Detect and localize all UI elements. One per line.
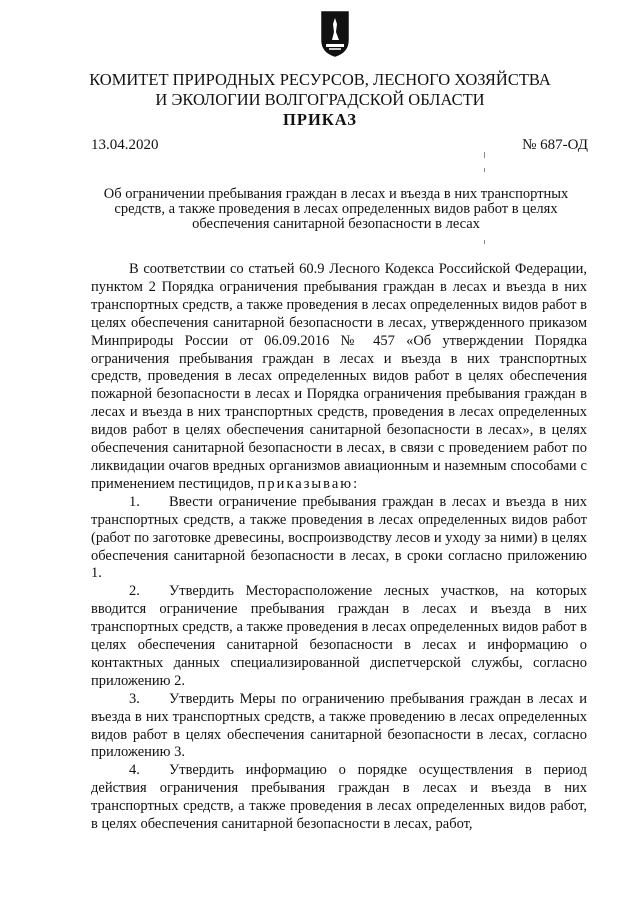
document-number: № 687-ОД xyxy=(522,137,588,153)
document-date: 13.04.2020 xyxy=(91,137,159,153)
organization-name-line1: КОМИТЕТ ПРИРОДНЫХ РЕСУРСОВ, ЛЕСНОГО ХОЗЯЙСТВА xyxy=(89,70,551,89)
item-number: 3. xyxy=(129,690,140,707)
item-number: 2. xyxy=(129,583,140,600)
item-number: 1. xyxy=(129,493,140,510)
scan-artifact xyxy=(484,168,485,172)
preamble-tail: : xyxy=(353,475,358,492)
preamble-paragraph xyxy=(91,261,587,494)
item-text: Утвердить Месторасположение лесных участков, на которых вводится ограничение пребывания граждан в лесах и въезда в них транспортных средств, а также проведения в лесах определенных видов работ в целях обеспечения санитарной безопасности в лесах и информацию о контактных данных специализированной диспетчерской службы, согласно приложению 2. xyxy=(91,583,587,689)
scan-artifact xyxy=(484,240,485,244)
item-text: Утвердить Меры по ограничению пребывания граждан в лесах и въезда в них транспортных средств, а также проведению в лесах определенных видов работ в целях обеспечения санитарной безопасности в лесах, согласно приложению 3. xyxy=(91,690,587,761)
organization-name-line2: И ЭКОЛОГИИ ВОЛГОГРАДСКОЙ ОБЛАСТИ xyxy=(155,90,485,109)
order-item xyxy=(91,762,587,834)
document-subject xyxy=(92,187,580,232)
preamble-text: В соответствии со статьей 60.9 Лесного Кодекса Российской Федерации, пунктом 2 Порядка ограничения пребывания граждан в лесах и въезда в них транспортных средств, а также проведения в лесах определенных видов работ в целях обеспечения санитарной безопасности в лесах, утвержденного приказом Минприроды России от 06.09.2016 № 457 «Об утверждении Порядка ограничения пребывания граждан в лесах и въезда в них транспортных средств, проведения в лесах определенных видов работ в целях обеспечения пожарной безопасности в лесах и Порядка ограничения пребывания граждан в лесах и въезда в них транспортных средств, проведения в лесах определенных видов работ в целях обеспечения санитарной безопасности в лесах», в целях обеспечения санитарной безопасности в лесах, в связи с проведением работ по ликвидации очагов вредных организмов авиационным и наземным способами с применением пестицидов, xyxy=(91,261,587,492)
subject-line: обеспечения санитарной безопасности в лесах xyxy=(192,216,480,232)
document-type: ПРИКАЗ xyxy=(283,110,357,129)
order-word: приказываю xyxy=(257,475,354,492)
item-text: Ввести ограничение пребывания граждан в лесах и въезда в них транспортных средств, а также проведения в лесах определенных видов работ (работ по заготовке древесины, воспроизводству лесов и уходу за ними) в целях обеспечения санитарной безопасности в лесах, в сроки согласно приложению 1. xyxy=(91,493,587,582)
item-number: 4. xyxy=(129,762,140,779)
order-item xyxy=(91,494,587,584)
item-text: Утвердить информацию о порядке осуществления в период действия ограничения пребывания граждан в лесах и въезда в них транспортных средств, а также проведения в лесах определенных видов работ, в целях обеспечения санитарной безопасности в лесах, работ, xyxy=(91,762,587,833)
volgograd-emblem-icon xyxy=(320,10,350,58)
scan-artifact xyxy=(484,152,485,158)
subject-line: средств, а также проведения в лесах определенных видов работ в целях xyxy=(114,201,558,217)
document-body xyxy=(91,261,587,834)
subject-line: Об ограничении пребывания граждан в лесах и въезда в них транспортных xyxy=(103,186,569,202)
order-item xyxy=(91,691,587,763)
order-item xyxy=(91,583,587,690)
